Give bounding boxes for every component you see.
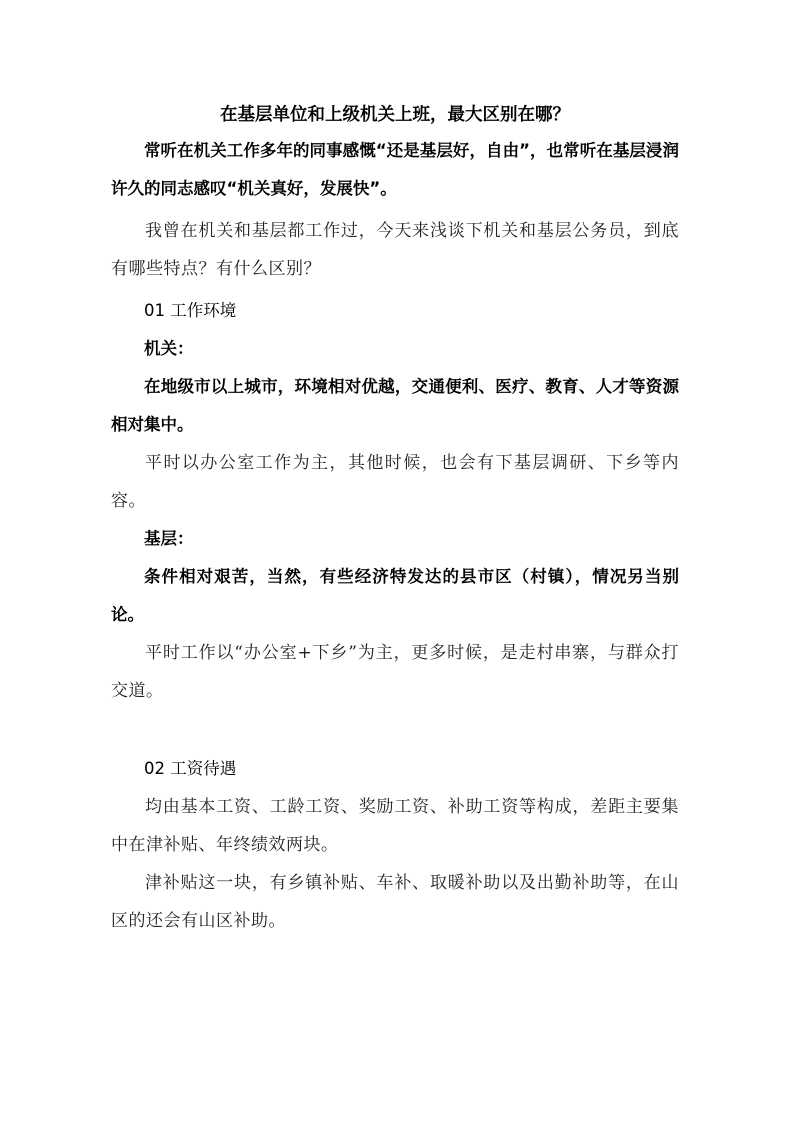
grassroots-bold-paragraph: 条件相对艰苦，当然，有些经济特发达的县市区（村镇），情况另当别论。 (111, 567, 679, 624)
salary-paragraph-2: 津补贴这一块，有乡镇补贴、车补、取暖补助以及出勤补助等，在山区的还会有山区补助。 (111, 873, 679, 931)
document-body (111, 98, 679, 940)
grassroots-label: 基层： (144, 529, 194, 548)
section-heading-work-environment: 01 工作环境 (144, 301, 237, 320)
intro-paragraph: 我曾在机关和基层都工作过，今天来浅谈下机关和基层公务员，到底有哪些特点？有什么区别？ (111, 221, 679, 279)
agency-label: 机关： (144, 339, 194, 358)
document-title: 在基层单位和上级机关上班，最大区别在哪？ (220, 105, 570, 125)
salary-paragraph-1: 均由基本工资、工龄工资、奖励工资、补助工资等构成，差距主要集中在津补贴、年终绩效两块。 (111, 797, 679, 855)
section-heading-salary: 02 工资待遇 (144, 759, 237, 778)
grassroots-paragraph: 平时工作以“办公室+下乡”为主，更多时候，是走村串寨，与群众打交道。 (111, 643, 679, 701)
agency-paragraph: 平时以办公室工作为主，其他时候，也会有下基层调研、下乡等内容。 (111, 453, 679, 511)
agency-bold-paragraph: 在地级市以上城市，环境相对优越，交通便利、医疗、教育、人才等资源相对集中。 (111, 377, 679, 434)
intro-bold-paragraph: 常听在机关工作多年的同事感慨“还是基层好，自由”，也常听在基层浸润许久的同志感叹“机关真好，发展快”。 (111, 141, 679, 198)
